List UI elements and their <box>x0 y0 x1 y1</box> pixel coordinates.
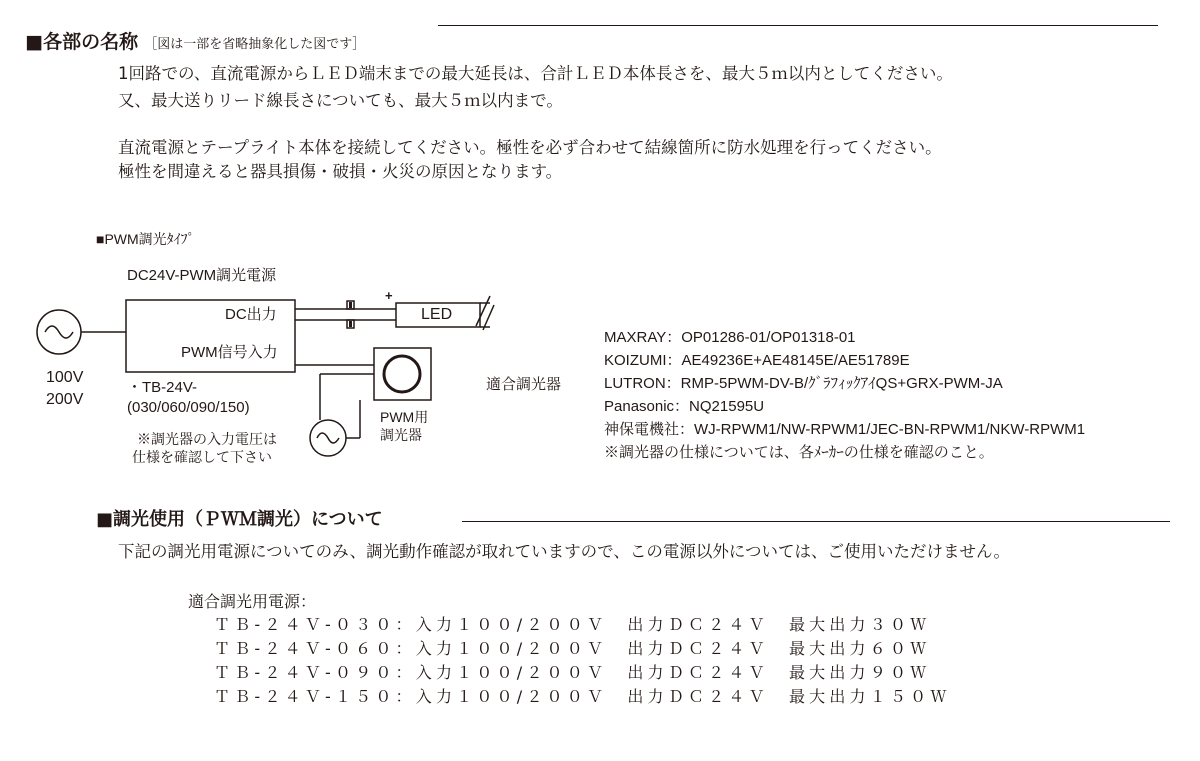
voltage-100: 100V <box>46 369 84 386</box>
compat-item: MAXRAY：OP01286-01/OP01318-01 <box>604 329 856 346</box>
spec-row: ＴＢ-２４Ｖ-０９０：入力１００/２００Ｖ 出力ＤＣ２４Ｖ 最大出力９０Ｗ <box>214 663 931 682</box>
section-title-dimming: ■調光使用（ＰＷＭ調光）について <box>96 509 383 530</box>
pwm-input-label: PWM信号入力 <box>181 344 278 361</box>
model-line-1: ・TB-24V- <box>127 379 198 396</box>
section-title-text: ■各部の名称 <box>25 31 139 53</box>
compat-item: ※調光器の仕様については、各ﾒｰｶｰの仕様を確認のこと。 <box>604 444 994 461</box>
led-label: LED <box>421 306 453 323</box>
compat-item: 神保電機社：WJ-RPWM1/NW-RPWM1/JEC-BN-RPWM1/NKW-RPWM1 <box>604 421 1086 438</box>
dimmer-label-2: 調光器 <box>380 427 422 443</box>
spec-row: ＴＢ-２４Ｖ-０３０：入力１００/２００Ｖ 出力ＤＣ２４Ｖ 最大出力３０Ｗ <box>214 615 931 634</box>
diagram-type-title: ■PWM調光ﾀｲﾌﾟ <box>96 231 195 247</box>
compat-item: Panasonic：NQ21595U <box>604 398 765 415</box>
power-supply-label: DC24V-PWM調光電源 <box>127 267 277 284</box>
spec-row: ＴＢ-２４Ｖ-１５０：入力１００/２００Ｖ 出力ＤＣ２４Ｖ 最大出力１５０Ｗ <box>214 687 951 706</box>
dimmer-label-1: PWM用 <box>380 409 429 425</box>
paragraph-line-2: 又、最大送りリード線長さについても、最大５ｍ以内まで。 <box>118 91 563 110</box>
paragraph-line-1: 1回路での、直流電源からＬＥＤ端末までの最大延長は、合計ＬＥＤ本体長さを、最大５ｍ以内としてください。 <box>118 64 953 83</box>
compat-title: 適合調光器 <box>486 376 562 393</box>
dimming-paragraph: 下記の調光用電源についてのみ、調光動作確認が取れていますので、この電源以外については、ご使用いただけません。 <box>118 542 1010 561</box>
dc-output-label: DC出力 <box>225 306 277 323</box>
dimmer-knob-icon <box>384 356 420 392</box>
plus-sign: + <box>385 288 393 303</box>
paragraph-line-3: 直流電源とテープライト本体を接続してください。極性を必ず合わせて結線箇所に防水処理を行ってください。 <box>118 138 942 157</box>
model-line-2: (030/060/090/150) <box>127 399 250 416</box>
dimmer-note-1: ※調光器の入力電圧は <box>137 431 277 447</box>
compat-item: LUTRON：RMP-5PWM-DV-B/ｸﾞﾗﾌｨｯｸｱｲQS+GRX-PWM-JA <box>604 375 1003 392</box>
section-note: ［図は一部を省略抽象化した図です］ <box>144 37 366 52</box>
spec-row: ＴＢ-２４Ｖ-０６０：入力１００/２００Ｖ 出力ＤＣ２４Ｖ 最大出力６０Ｗ <box>214 639 931 658</box>
paragraph-line-4: 極性を間違えると器具損傷・破損・火災の原因となります。 <box>118 162 563 181</box>
section-rule-2 <box>462 521 1170 522</box>
ac-wave <box>45 326 73 338</box>
dimmer-note-2: 仕様を確認して下さい <box>132 449 272 465</box>
cut-mark-1 <box>476 296 490 326</box>
spec-list-title: 適合調光用電源： <box>188 592 317 611</box>
compat-item: KOIZUMI：AE49236E+AE48145E/AE51789E <box>604 352 910 369</box>
voltage-200: 200V <box>46 391 84 408</box>
